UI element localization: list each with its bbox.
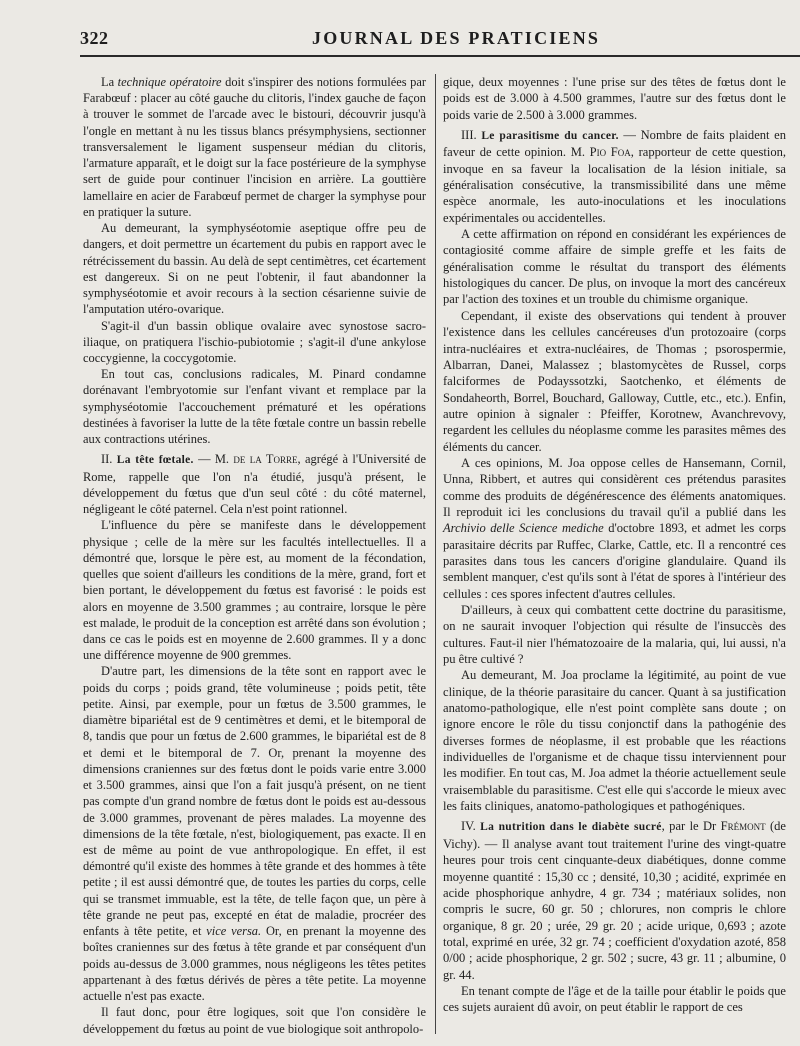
journal-title: JOURNAL DES PRATICIENS [312,28,601,48]
left-column [83,74,436,1034]
paragraph-operative-technique: La technique opératoire doit s'inspirer des notions formulées par Farabœuf : placer au côté gauche du clitoris, l'index gauche de façon à trouver le sommet de l'arcade avec le bistouri, découvrir jusqu'à l'ongle en mettant à nu les tissus blancs présymphysiens, sectionner transversalement le ligament suspenseur médian du clitoris, l'armature apparaît, et le doigt sur la face postérieure de la symphyse sert de guide pour continuer l'incision en arrière. La gouttière lamellaire en acier de Farabœuf permet de charger la symphyse pour en pratiquer la suture. [83,75,426,219]
paragraph: En tout cas, conclusions radicales, M. Pinard condamne dorénavant l'embryotomie sur l'enfant vivant et remplace par la symphyséotomie l'accouchement prématuré et les opérations destinées à favoriser la lutte de la tête fœtale contre un bassin rebelle aux contractions utérines. [83,367,426,447]
journal-citation: Archivio delle Science mediche [443,521,604,536]
author-name: Pio Foa [589,145,631,160]
section-heading: Le parasitisme du cancer. [481,130,619,143]
author-name: de la Torre [233,452,298,467]
paragraph: S'agit-il d'un bassin oblique ovalaire avec synostose sacro-iliaque, on pratiquera l'ischio-pubiotomie ; s'agit-il d'une ankylose coccygienne, la coccygotomie. [83,318,426,365]
right-column [443,74,786,1016]
paragraph: Il faut donc, pour être logiques, soit que l'on considère le développement du fœtus au point de vue biologique soit anthropolo- [83,1005,426,1036]
paragraph: A ces opinions, M. Joa oppose celles de Hansemann, Cornil, Unna, Ribbert, et autres qui considèrent ces prétendus parasites comme des produits de dégénérescence des éléments anatomiques. Il reproduit ici les conclusions du travail qu'il a publié dans les Archivio delle Science mediche d'octobre 1893, et admet les corps parasitaire décrits par Ruffec, Clarke, Cattle, etc. Il a rencontré ces parasites dans tous les cancers d'origine glandulaire. Quand ils semblent manquer, c'est qu'ils sont à l'état de spores à l'intérieur des cellules : ces spores infectent d'autres cellules. [443,455,786,601]
page-number: 322 [80,28,109,48]
section-heading: La nutrition dans le diabète sucré [480,821,662,834]
emphasis-text: technique opératoire [117,75,222,89]
section-cancer-parasitism: III. Le parasitisme du cancer. — Nombre de faits plaident en faveur de cette opinion. M. Pio Foa, rapporteur de cette question, invoque en sa faveur la localisation de la lésion initiale, sa généralisation consécutive, la transmissibilité dans une même espèce anormale, les auto-inoculations et les inoculations expérimentales ou accidentelles. [443,128,787,225]
paragraph: Au demeurant, la symphyséotomie aseptique offre peu de dangers, et doit permettre un écartement du pubis en rapport avec le rétrécissement du bassin. Au delà de sept centimètres, cet écartement est dangereux. Si on ne peut l'obtenir, il faut abandonner la symphyséotomie et avoir recours à la section césarienne suivie de l'amputation utéro-ovarique. [83,221,426,317]
section-fetal-head: II. La tête fœtale. — M. de la Torre, agrégé à l'Université de Rome, rappelle que l'on n'a étudié, jusqu'à présent, le développement du fœtus que d'un seul côté : du côté maternel, négligeant le côté paternel. Cela n'est point rationnel. [83,452,426,517]
section-number: III. [461,128,482,143]
emphasis-text: vice versa. [206,924,262,939]
paragraph: D'autre part, les dimensions de la tête sont en rapport avec le poids du corps ; poids grand, tête volumineuse ; poids petit, tête petite. Ainsi, par exemple, pour un fœtus de 3.500 grammes, le diamètre bipariétal est de 9 centimètres et demi, et le bitemporal de 8, tandis que pour un fœtus de 2.600 grammes, le bipariétal est de 8 et demi et le bitemporal de 7. Or, prenant la moyenne des dimensions craniennes sur des fœtus dont le poids varie entre 3.000 et 3.500 grammes, ainsi que l'on a fait jusqu'à présent, on ne tient pas compte d'un grand nombre de fœtus dont le poids est au-dessous de 3.000 grammes, provenant de pères malades. La moyenne des dimensions de la tête fœtale, n'est, biologiquement, pas exacte. Il en est de même au point de vue anthropologique. En effet, il est démontré qu'il existe des hommes à tête grande et des hommes à tête petite ; il est aussi démontré que, de toutes les parties du corps, celle qui se transmet immuable, est la tête, de telle façon que, un père à tête grande ne peut pas, excepté en état de maladie, procréer des enfants à tête petite, et vice versa. Or, en prenant la moyenne des boîtes craniennes sur des fœtus à tête grande et par conséquent d'un poids au-dessus de 3.000 grammes, nous négligeons les têtes petites appartenant à des fœtus dérivés de pères a tête petite. La moyenne actuelle n'est pas exacte. [83,664,426,1004]
section-number: IV. [461,819,481,834]
paragraph: A cette affirmation on répond en considérant les expériences de contagiosité comme affaire de simple greffe et les faits de généralisation comme le résultat du transport des éléments histologiques du cancer. De plus, on invoque la mort des cancéreux par l'action des toxines et un trouble du chimisme organique. [443,227,786,307]
section-heading: La tête fœtale. [116,454,194,467]
paragraph: Au demeurant, M. Joa proclame la légitimité, au point de vue clinique, de la théorie parasitaire du cancer. Quant à sa justification anatomo-pathologique, elle n'est point complète sans doute ; on ignore encore le rôle du tissu conjonctif dans la pathogénie des diverses formes de néoplasme, il est probable que les réactions individuelles de l'organisme et de chaque tissu interviennent pour les modifier. En tout cas, M. Joa admet la théorie actuellement seule vraisemblable du parasitisme. C'est elle qui s'accorde le mieux avec les faits cliniques, anatomo-pathologiques et pathogéniques. [443,668,786,814]
author-name: Frémont [720,819,766,834]
header-rule [80,55,800,57]
page-header [80,28,780,52]
paragraph: En tenant compte de l'âge et de la taille pour établir le poids que ces sujets auraient dû avoir, on peut établir le rapport de ces [443,983,786,1015]
paragraph: L'influence du père se manifeste dans le développement physique ; celle de la mère sur les facultés intellectuelles. Il a démontré que, lorsque le père est, au moment de la fécondation, quelles que soient d'ailleurs les conditions de la mère, grand, fort et bien portant, le développement du fœtus est favorisé : le poids est alors en moyenne de 3.500 grammes ; au contraire, lorsque le père est malade, le produit de la conception est arrêté dans son évolution ; dans ce cas le poids est en moyenne de 2.600 grammes. Il y a donc une différence moyenne de 900 gremmes. [83,518,426,663]
section-diabetes-nutrition: IV. La nutrition dans le diabète sucré, par le Dr Frémont (de Vichy). — Il analyse avant tout traitement l'urine des vingt-quatre heures pour trois cent cinquante-deux diabétiques, donne comme moyenne quantité : 15,30 cc ; densité, 10,30 ; acidité, exprimée en acide phosphorique anhydre, 4 gr. 734 ; matériaux solides, non compris le sucre, 60 gr. 50 ; chlorures, non compris le chlore organique, 8 gr. 20 ; urée, 29 gr. 20 ; acide urique, 0,693 ; azote total, exprimé en urée, 32 gr. 74 ; coefficient d'oxydation azoté, 858 0/00 ; acide phosphorique, 2 gr. 502 ; sucre, 43 gr. 11 ; albumine, 0 gr. 44. [443,819,786,982]
paragraph: D'ailleurs, à ceux qui combattent cette doctrine du parasitisme, on ne saurait invoquer l'objection qui résulte de l'insuccès des cultures. Faut-il nier l'hématozoaire de la malaria, qui, lui aussi, n'a pu être cultivé ? [443,603,786,667]
paragraph: gique, deux moyennes : l'une prise sur des têtes de fœtus dont le poids est de 3.000 à 4.500 grammes, l'autre sur des fœtus dont le poids varie de 2.500 à 3.000 grammes. [443,75,786,122]
section-number: II. [101,452,117,467]
paragraph: Cependant, il existe des observations qui tendent à prouver l'existence dans les cellules cancéreuses d'un protozoaire (corps intra-nucléaires et extra-nucléaires, de Thomas ; psorospermie, Albarran, Danei, Malassez ; blastomycètes de Russel, corps falciformes de Podayssotzki, Saotchenko, et éléments de Sondaheorth, Borrel, Bouchard, Galloway, Cuttle, etc., etc.). Enfin, autre opinion à signaler : Pfeiffer, Korotnew, Avanchrevovy, regardent les cellules du néoplasme comme les parasites mêmes des éléments du cancer. [443,308,786,454]
